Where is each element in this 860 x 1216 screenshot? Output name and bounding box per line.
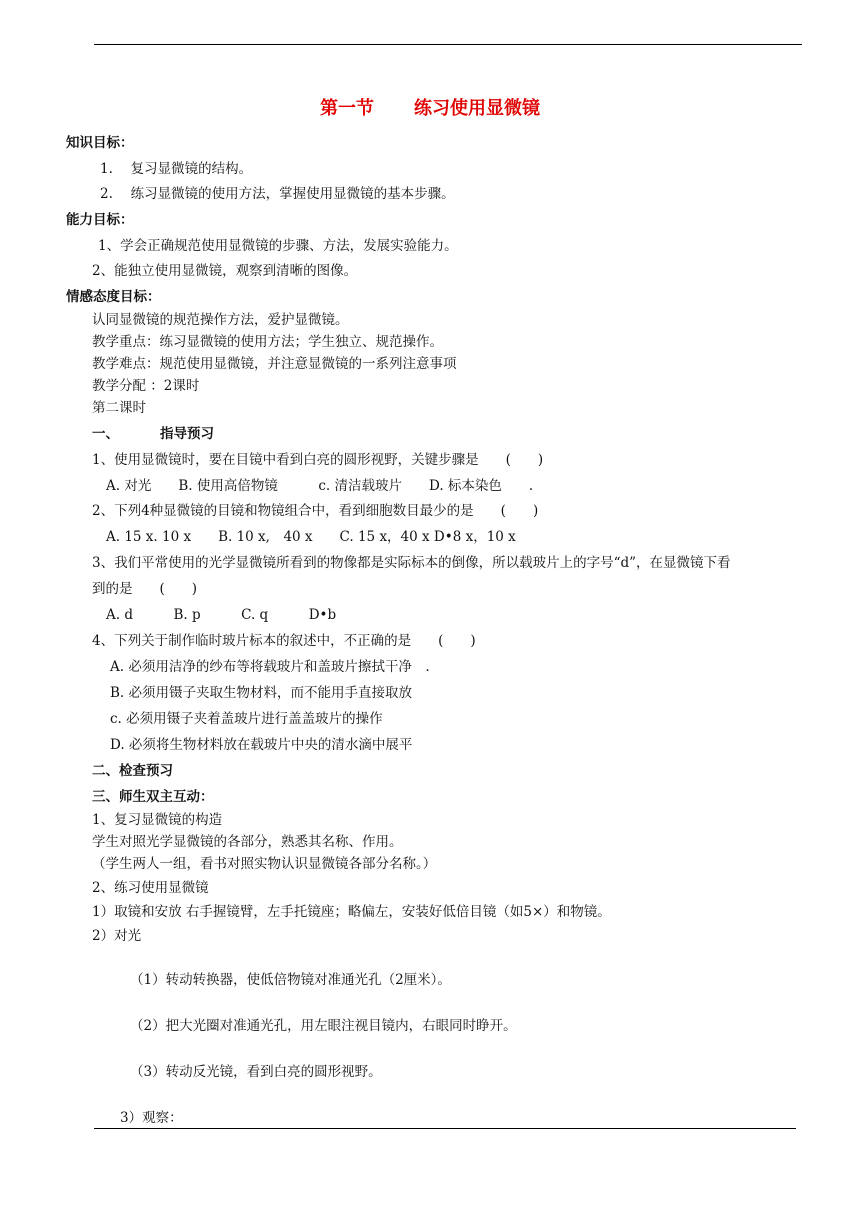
ability-item-2: 2、能独立使用显微镜，观察到清晰的图像。	[92, 263, 358, 279]
top-rule	[94, 44, 802, 45]
section1-heading-number: 一、	[92, 426, 119, 442]
section3-line-6: 2）对光	[92, 928, 142, 944]
knowledge-item-2: 2. 练习显微镜的使用方法，掌握使用显微镜的基本步骤。	[100, 186, 455, 202]
emotion-line-1: 认同显微镜的规范操作方法，爱护显微镜。	[92, 312, 349, 328]
question-3-line-2: 到的是 ( )	[92, 581, 198, 597]
step-1: （1）转动转换器，使低倍物镜对准通光孔（2厘米）。	[130, 972, 451, 988]
question-2-options: A. 15 x. 10 x B. 10 x, 40 x C. 15 x，40 x D•8 x，10 x	[106, 529, 516, 545]
title-section-number: 第一节	[320, 98, 374, 119]
ability-heading: 能力目标：	[66, 212, 134, 228]
section1-heading: 指导预习	[160, 426, 214, 442]
step-3: （3）转动反光镜，看到白亮的圆形视野。	[130, 1064, 382, 1080]
section2-heading: 二、检查预习	[92, 763, 173, 779]
teaching-focus: 教学重点：练习显微镜的使用方法；学生独立、规范操作。	[92, 334, 443, 350]
observe-step: 3）观察：	[120, 1110, 183, 1126]
knowledge-item-1: 1. 复习显微镜的结构。	[100, 161, 253, 177]
question-3-options: A. d B. p C. q D•b	[106, 607, 337, 623]
teaching-difficulty: 教学难点：规范使用显微镜，并注意显微镜的一系列注意事项	[92, 356, 457, 372]
question-1-options: A. 对光 B. 使用高倍物镜 c. 清洁载玻片 D. 标本染色 .	[106, 478, 534, 494]
knowledge-heading: 知识目标：	[66, 135, 134, 151]
step-2: （2）把大光圈对准通光孔，用左眼注视目镜内，右眼同时睁开。	[130, 1018, 517, 1034]
section3-line-3: （学生两人一组，看书对照实物认识显微镜各部分名称。）	[92, 856, 437, 872]
question-2: 2、下列4种显微镜的目镜和物镜组合中，看到细胞数目最少的是 ( )	[92, 503, 539, 519]
ability-item-1: 1、学会正确规范使用显微镜的步骤、方法，发展实验能力。	[98, 238, 458, 254]
section3-line-5: 1）取镜和安放 右手握镜臂，左手托镜座；略偏左，安装好低倍目镜（如5×）和物镜。	[92, 904, 611, 920]
section3-heading: 三、师生双主互动：	[92, 789, 214, 805]
question-3-line-1: 3、我们平常使用的光学显微镜所看到的物像都是实际标本的倒像，所以载玻片上的字号“d”，在显微镜下看	[92, 555, 731, 571]
second-lesson: 第二课时	[92, 400, 146, 416]
question-4-option-c: c. 必须用镊子夹着盖玻片进行盖盖玻片的操作	[110, 711, 383, 727]
emotion-heading: 情感态度目标：	[66, 289, 161, 305]
section3-line-1: 1、复习显微镜的构造	[92, 812, 223, 828]
page-title	[0, 94, 860, 120]
question-4-option-b: B. 必须用镊子夹取生物材料，而不能用手直接取放	[110, 685, 413, 701]
title-text: 练习使用显微镜	[414, 98, 540, 119]
question-1: 1、使用显微镜时，要在目镜中看到白亮的圆形视野，关键步骤是 ( )	[92, 452, 544, 468]
question-4-option-d: D. 必须将生物材料放在载玻片中央的清水滴中展平	[110, 737, 413, 753]
teaching-allocation: 教学分配 ：2课时	[92, 378, 200, 394]
section3-line-4: 2、练习使用显微镜	[92, 880, 209, 896]
question-4: 4、下列关于制作临时玻片标本的叙述中，不正确的是 ( )	[92, 633, 476, 649]
section3-line-2: 学生对照光学显微镜的各部分，熟悉其名称、作用。	[92, 834, 403, 850]
bottom-rule	[94, 1128, 796, 1129]
question-4-option-a: A. 必须用洁净的纱布等将载玻片和盖玻片擦拭干净 .	[110, 659, 430, 675]
